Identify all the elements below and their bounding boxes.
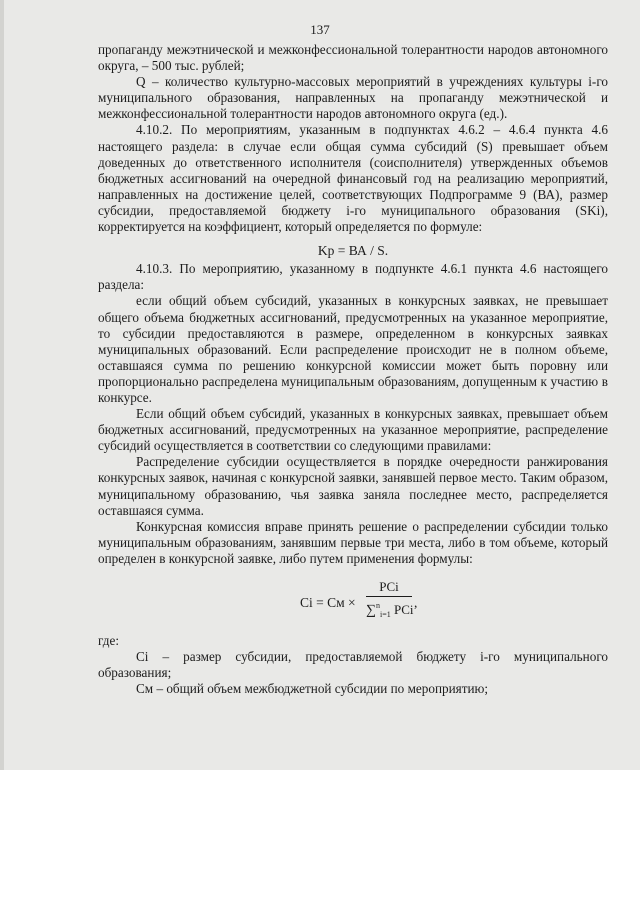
formula-numerator: PCi <box>366 579 412 597</box>
paragraph-2: Q – количество культурно-массовых мероприятий в учреждениях культуры i-го муниципального образования, направленных на пропаганду межэтнической и межконфессиональной толерантности народов автономного округа (ед.). <box>98 74 608 122</box>
paragraph-10: Cм – общий объем межбюджетной субсидии по мероприятию; <box>136 681 489 697</box>
document-body <box>98 42 608 697</box>
paragraph-9: Ci – размер субсидии, предоставляемой бюджету i-го муниципального образования; <box>98 649 608 681</box>
page-number: 137 <box>310 22 330 37</box>
sum-lower-limit: i=1 <box>379 610 391 620</box>
paragraph-3: 4.10.2. По мероприятиям, указанным в подпунктах 4.6.2 – 4.6.4 пункта 4.6 настоящего раздела: в случае если общая сумма субсидий (S) превышает объем доведенных до ответственного исполнителя (соисполнителя) утвержденных объемов бюджетных ассигнований на очередной финансовый год на реализацию мероприятий, направленных на достижение целей, соответствующих Подпрограмме 9 (ВА), размер субсидии, предоставляемой бюджету i-го муниципального образования (SKi), корректируется на коэффициент, который определяется по формуле: <box>98 122 608 235</box>
paragraph-5: если общий объем субсидий, указанных в конкурсных заявках, не превышает общего объема бюджетных ассигнований, предусмотренных на указанное мероприятие, то субсидии предоставляются в размере, определенном в конкурсных заявках муниципальных образований. Если распределение происходит не в полном объеме, оставшаяся сумма по решению конкурсной комиссии может быть поровну или пропорционально распределена муниципальным образованиям, допущенным к участию в конкурсе. <box>98 293 608 405</box>
paragraph-4: 4.10.3. По мероприятию, указанному в подпункте 4.6.1 пункта 4.6 настоящего раздела: <box>98 261 608 293</box>
paragraph-1: пропаганду межэтнической и межконфессиональной толерантности народов автономного округа, – 500 тыс. рублей; <box>98 42 608 74</box>
formula-denominator <box>366 597 412 623</box>
formula-trailing-comma: , <box>414 595 418 610</box>
formula-subsidy-distribution <box>98 575 608 633</box>
paragraph-8: Конкурсная комиссия вправе принять решение о распределении субсидии только муниципальным образованиям, занявшим первые три места, либо в том объеме, который определен в конкурсной заявке, либо путем применения формулы: <box>98 518 608 566</box>
where-label: где: <box>98 633 119 648</box>
denominator-term: PCi <box>393 602 414 618</box>
paragraph-7: Распределение субсидии осуществляется в порядке очередности ранжирования конкурсных заявок, начиная с конкурсной заявки, занявшей первое место. Таким образом, муниципальному образованию, чья заявка заняла последнее место, распределяется оставшаяся сумма. <box>98 454 608 518</box>
formula-fraction <box>366 579 412 623</box>
paragraph-6: Если общий объем субсидий, указанных в конкурсных заявках, превышает объем бюджетных ассигнований, предусмотренных на указанное мероприятие, распределение субсидий осуществляется в соответствии со следующими правилами: <box>98 406 608 454</box>
sum-symbol: ∑ <box>366 603 376 619</box>
scan-shadow-edge <box>0 0 4 770</box>
formula-coefficient: Kр = ВА / S. <box>317 243 389 259</box>
sum-upper-limit: n <box>375 601 380 611</box>
formula-lhs: Ci = Cм × <box>300 595 356 610</box>
